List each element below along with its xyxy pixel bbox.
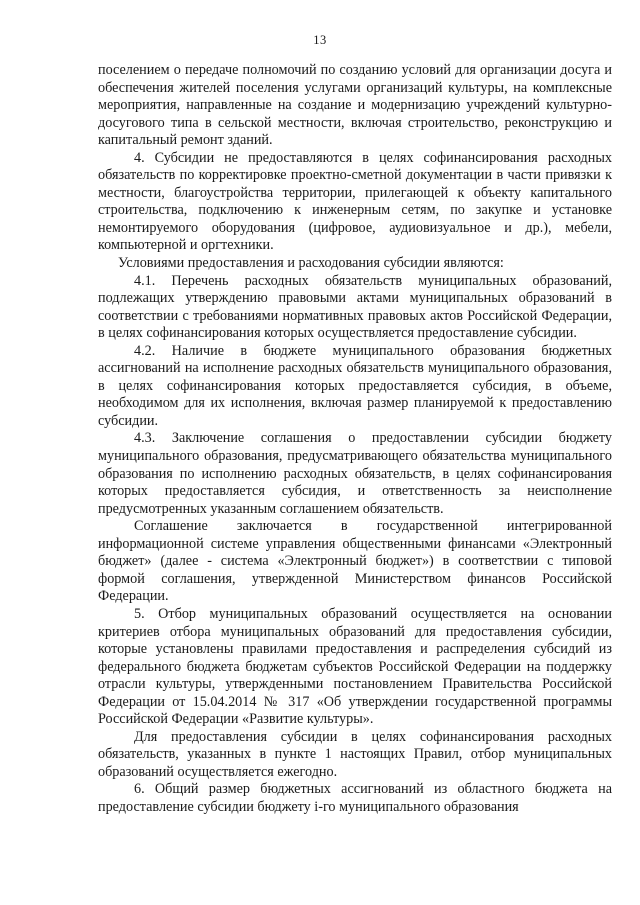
paragraph-continuation: поселением о передаче полномочий по созданию условий для организации досуга и обеспечения жителей поселения услугами организаций культуры, на комплексные мероприятия, направленные на создание и модернизацию учреждений культурно-досугового типа в сельской местности, включая строительство, реконструкцию и капитальный ремонт зданий.	[98, 62, 612, 149]
paragraph-selection-annual: Для предоставления субсидии в целях софинансирования расходных обязательств, указанных в пункте 1 настоящих Правил, отбор муниципальных образований осуществляется ежегодно.	[98, 728, 612, 780]
paragraph-item-4-1: 4.1. Перечень расходных обязательств муниципальных образований, подлежащих утверждению правовыми актами муниципальных образований в соответствии с требованиями нормативных правовых актов Российской Федерации, в целях софинансирования которых осуществляется предоставление субсидии.	[98, 272, 612, 342]
paragraph-item-4-2: 4.2. Наличие в бюджете муниципального образования бюджетных ассигнований на исполнение расходных обязательств муниципального образования, в целях софинансирования которых предоставляется субсидия, в объеме, необходимом для их исполнения, включая размер планируемой к предоставлению субсидии.	[98, 342, 612, 429]
page-number: 13	[313, 33, 327, 47]
document-body	[98, 62, 612, 817]
paragraph-item-4-3: 4.3. Заключение соглашения о предоставлении субсидии бюджету муниципального образования, предусматривающего обязательства муниципального образования по исполнению расходных обязательств, в целях софинансирования которых предоставляется субсидия, и ответственность за неисполнение предусмотренных указанным соглашением обязательств.	[98, 430, 612, 517]
paragraph-item-6: 6. Общий размер бюджетных ассигнований из областного бюджета на предоставление субсидии бюджету i-го муниципального образования	[98, 781, 612, 815]
paragraph-agreement: Соглашение заключается в государственной интегрированной информационной системе управления общественными финансами «Электронный бюджет» (далее - система «Электронный бюджет») в соответствии с типовой формой соглашения, утвержденной Министерством финансов Российской Федерации.	[98, 518, 612, 605]
paragraph-conditions-intro: Условиями предоставления и расходования субсидии являются:	[118, 255, 504, 272]
paragraph-item-5: 5. Отбор муниципальных образований осуществляется на основании критериев отбора муниципальных образований для предоставления субсидии, которые установлены правилами предоставления и распределения субсидий из федерального бюджета бюджетам субъектов Российской Федерации на поддержку отрасли культуры, утвержденными постановлением Правительства Российской Федерации от 15.04.2014 № 317 «Об утверждении государственной программы Российской Федерации «Развитие культуры».	[98, 605, 612, 728]
paragraph-item-4: 4. Субсидии не предоставляются в целях софинансирования расходных обязательств по корректировке проектно-сметной документации в части привязки к местности, благоустройства территории, прилегающей к объекту капитального строительства, подключению к инженерным сетям, по закупке и установке немонтируемого оборудования (цифровое, аудиовизуальное и др.), мебели, компьютерной и оргтехники.	[98, 149, 612, 254]
